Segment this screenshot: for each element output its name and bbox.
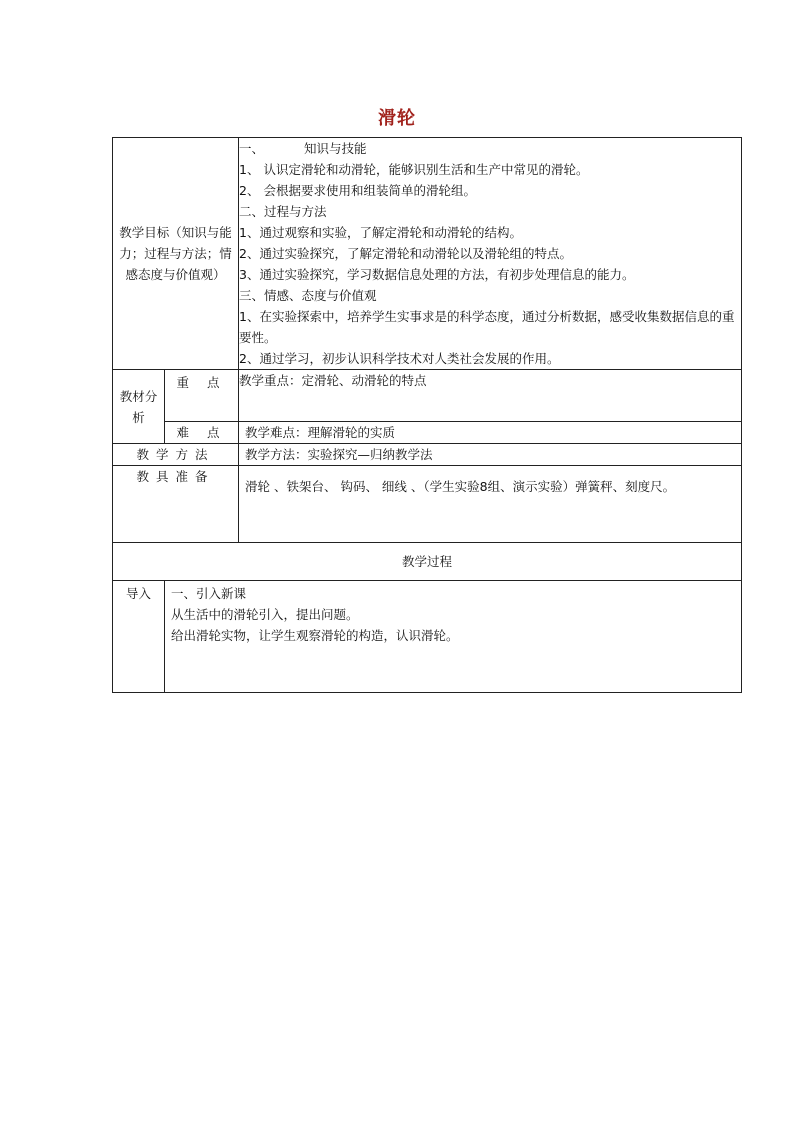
intro-line-0: 一、引入新课	[171, 586, 247, 601]
objectives-label: 教学目标（知识与能力；过程与方法；情感态度与价值观）	[119, 225, 232, 282]
equipment-row	[113, 466, 742, 543]
difficulty-label: 难 点	[176, 425, 227, 440]
process-header: 教学过程	[113, 543, 742, 581]
equipment-label-cell	[113, 466, 239, 543]
objective-line-2: 2、 会根据要求使用和组装简单的滑轮组。	[239, 183, 476, 198]
equipment-text: 滑轮 、铁架台、 钩码、 细线 、（学生实验8组、演示实验）弹簧秤、刻度尺。	[239, 466, 742, 543]
objectives-row	[113, 138, 742, 370]
objective-line-3: 二、过程与方法	[239, 204, 327, 219]
objectives-label-cell	[113, 138, 239, 370]
difficulty-label-cell	[165, 422, 239, 444]
equipment-label: 教具准备	[136, 469, 215, 484]
difficulty-text: 教学难点：理解滑轮的实质	[239, 422, 742, 444]
difficulty-row	[113, 422, 742, 444]
analysis-label: 教材分析	[119, 388, 158, 425]
key-point-text: 教学重点：定滑轮、动滑轮的特点	[239, 370, 742, 422]
key-point-label: 重 点	[176, 375, 227, 390]
lesson-plan-table	[112, 137, 742, 693]
intro-line-2: 给出滑轮实物，让学生观察滑轮的构造，认识滑轮。	[171, 628, 459, 643]
objective-line-4: 1、通过观察和实验，了解定滑轮和动滑轮的结构。	[239, 225, 522, 240]
objective-line-1: 1、 认识定滑轮和动滑轮，能够识别生活和生产中常见的滑轮。	[239, 162, 589, 177]
intro-line-1: 从生活中的滑轮引入，提出问题。	[171, 607, 359, 622]
objective-line-9: 2、通过学习，初步认识科学技术对人类社会发展的作用。	[239, 351, 560, 366]
key-point-row	[113, 370, 742, 422]
method-row	[113, 444, 742, 466]
objectives-content	[239, 138, 742, 370]
objective-line-5: 2、通过实验探究，了解定滑轮和动滑轮以及滑轮组的特点。	[239, 246, 572, 261]
document-title: 滑轮	[378, 108, 416, 129]
intro-row	[113, 581, 742, 693]
method-text: 教学方法：实验探究—归纳教学法	[239, 444, 742, 466]
method-label: 教学方法	[136, 447, 215, 462]
objective-line-0	[239, 138, 741, 159]
process-header-row	[113, 543, 742, 581]
analysis-label-cell	[113, 370, 165, 444]
method-label-cell	[113, 444, 239, 466]
stage-label: 导入	[113, 581, 165, 693]
intro-content	[165, 581, 742, 693]
objective-heading-text: 知识与技能	[304, 141, 367, 156]
key-point-label-cell	[165, 370, 239, 422]
objective-line-8: 1、在实验探索中，培养学生实事求是的科学态度，通过分析数据，感受收集数据信息的重要性。	[239, 309, 735, 345]
objective-line-7: 三、情感、态度与价值观	[239, 288, 377, 303]
objective-heading-number: 一、	[239, 141, 265, 156]
objective-line-6: 3、通过实验探究，学习数据信息处理的方法，有初步处理信息的能力。	[239, 267, 635, 282]
